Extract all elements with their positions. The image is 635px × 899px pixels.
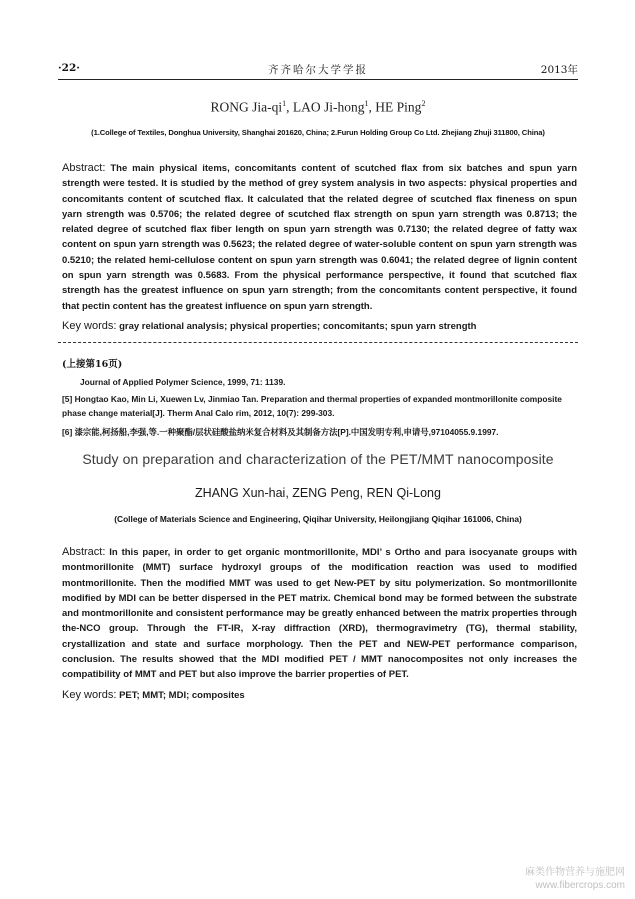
- author-name: RONG Jia-qi: [210, 99, 283, 115]
- page-header: [58, 62, 578, 78]
- section-divider: [58, 342, 578, 343]
- article2-abstract: [62, 545, 577, 683]
- page-number: ·22·: [58, 62, 80, 74]
- publication-year: 2013年: [540, 64, 578, 76]
- author-affil-mark: 2: [421, 99, 426, 108]
- watermark-line: 麻类作物营养与施肥网: [525, 867, 625, 878]
- author-name: LAO Ji-hong: [292, 99, 365, 115]
- keywords-text: gray relational analysis; physical properties; concomitants; spun yarn strength: [119, 321, 477, 332]
- site-watermark: [525, 866, 625, 892]
- author-affil-mark: 1: [364, 99, 369, 108]
- journal-name: 齐齐哈尔大学学报: [268, 64, 368, 76]
- watermark-line: www.fibercrops.com: [535, 880, 625, 891]
- article2-title: Study on preparation and characterization of the PET/MMT nanocomposite: [82, 451, 554, 467]
- article1-affiliation: (1.College of Textiles, Donghua University, Shanghai 201620, China; 2.Furun Holding Group Co Ltd. Zhejiang Zhuji 311800, China): [91, 128, 545, 137]
- article1-authors: RONG Jia-$qi^1$, LAO Ji-hong$^1$, HE Ping$^2$: [210, 99, 426, 115]
- abstract-text: In this paper, in order to get organic montmorillonite, MDI’ s Ortho and para isocyanate groups with montmorillonite (MMT) surface hydroxyl groups of the modification reaction was used to modified montmorillonite. Then the modified MMT was used to get New-PET by situ polymerization. So montmorillonite modified by MDI can be better dispersed in the PET matrix. Chemical bond may be formed between the substrate and montmorillonite and consistent performance may be greatly enhanced between the matrix properties through the-NCO group. Through the FT-IR, X-ray diffraction (XRD), thermogravimetry (TG), thermal stability, crystallization and state and surface morphology. Then the PET and NEW-PET performance comparison, conclusion. The results showed that the MDI modified PET / MMT nanocomposites not only increases the compatibility of MMT and PET but also improve the barrier properties of PET.: [62, 547, 578, 681]
- reference-5: [5] Hongtao Kao, Min Li, Xuewen Lv, Jinmiao Tan. Preparation and thermal properties of expanded montmorillonite composite phase change material[J]. Therm Anal Calo rim, 2012, 10(7): 299-303.: [62, 394, 562, 418]
- abstract-text: The main physical items, concomitants content of scutched flax from six batches and spun yarn strength were tested. It is studied by the method of grey system analysis in two aspects: physical properties and concomitants content of scutched flax. It calculated that the related degree of scutched flax fineness on spun yarn strength was 0.5706; the related degree of scutched flax strength on spun yarn strength was 0.8713; the related degree of scutched flax fiber length on spun yarn strength was 0.7130; the related degree of fatty wax content on spun yarn strength was 0.5623; the related degree of water-soluble content on spun yarn strength was 0.5210; the related hemi-cellulose content on spun yarn strength was 0.6041; the related degree of lignin content on spun yarn strength was 0.5683. From the physical performance perspective, it found that scutched flax strength has the greatest influence on spun yarn strength; from the concomitants content perspective, it found that pectin content has the greatest influence on spun yarn strength.: [62, 163, 578, 312]
- article2-affiliation: (College of Materials Science and Engineering, Qiqihar University, Heilongjiang Qiqihar 161006, China): [114, 514, 522, 524]
- abstract-label: Abstract:: [62, 162, 106, 174]
- keywords-text: PET; MMT; MDI; composites: [119, 690, 245, 701]
- author-name: HE Ping: [375, 99, 422, 115]
- header-rule: [58, 79, 578, 80]
- author-affil-mark: 1: [282, 99, 287, 108]
- continued-from-note: (上接第16页): [62, 359, 123, 370]
- article1-keywords: [62, 320, 577, 332]
- article1-abstract: [62, 161, 577, 314]
- keywords-label: Key words:: [62, 320, 117, 332]
- reference-6: [6] 漆宗能,柯扬船,李强,等.一种聚酯/层状硅酸盐纳米复合材料及其制备方法[P].中国发明专利,申请号,97104055.9.1997.: [62, 427, 499, 437]
- article2-authors: ZHANG Xun-hai, ZENG Peng, REN Qi-Long: [195, 486, 441, 500]
- article2-keywords: [62, 689, 577, 701]
- abstract-label: Abstract:: [62, 546, 106, 558]
- reference-tail: Journal of Applied Polymer Science, 1999, 71: 1139.: [80, 377, 286, 387]
- keywords-label: Key words:: [62, 689, 117, 701]
